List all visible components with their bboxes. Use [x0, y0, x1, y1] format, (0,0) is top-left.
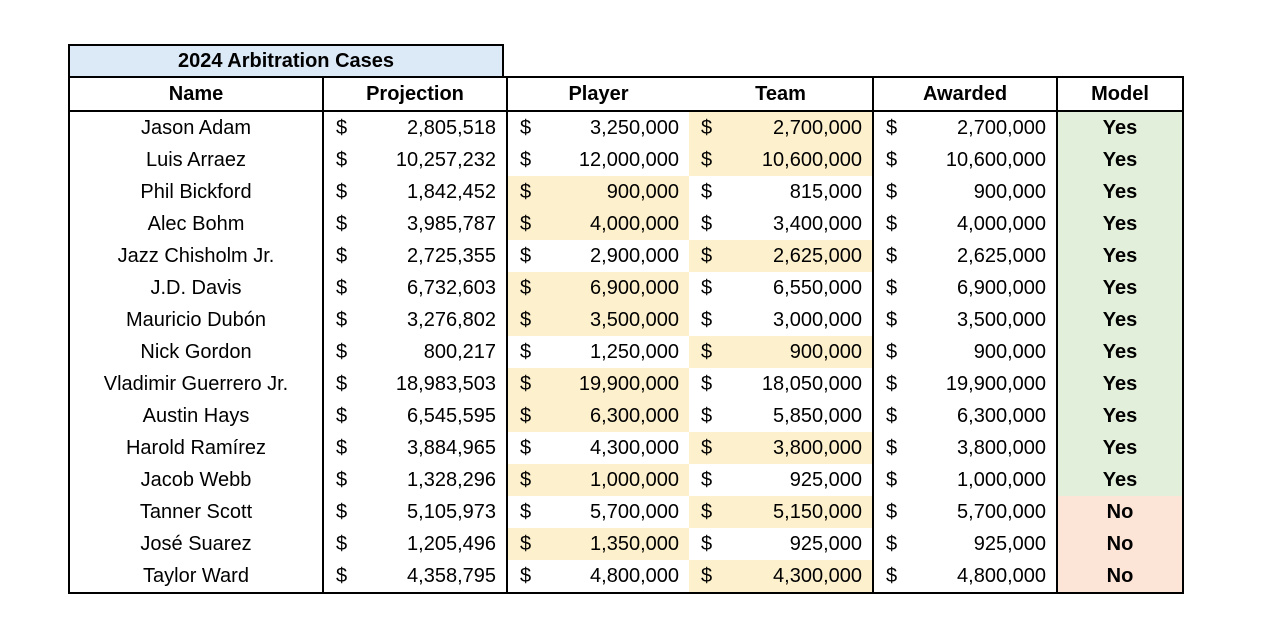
cell-team[interactable]: 815,000	[719, 176, 873, 208]
cell-player[interactable]: 6,300,000	[537, 400, 689, 432]
cell-name[interactable]: Jacob Webb	[69, 464, 323, 496]
cell-name[interactable]: Luis Arraez	[69, 144, 323, 176]
cell-projection-currency[interactable]: $	[336, 500, 348, 523]
cell-awarded-currency[interactable]: $	[886, 532, 898, 555]
cell-projection-currency[interactable]: $	[323, 560, 353, 593]
cell-name[interactable]: José Suarez	[69, 528, 323, 560]
cell-model[interactable]: Yes	[1057, 272, 1183, 304]
table-row	[69, 208, 1183, 240]
table-row	[69, 432, 1183, 464]
cell-team[interactable]: 18,050,000	[719, 368, 873, 400]
header-name[interactable]: Name	[69, 77, 323, 111]
cell-projection-currency[interactable]: $	[336, 180, 348, 203]
table-row	[69, 304, 1183, 336]
cell-projection[interactable]: 4,358,795	[353, 560, 507, 593]
cell-team[interactable]: 5,150,000	[719, 496, 873, 528]
cell-team-currency[interactable]: $	[701, 212, 713, 235]
cell-team-currency[interactable]: $	[689, 496, 719, 528]
cell-projection-currency[interactable]: $	[336, 212, 348, 235]
cell-projection[interactable]: 18,983,503	[353, 368, 507, 400]
cell-name[interactable]: Vladimir Guerrero Jr.	[69, 368, 323, 400]
table-row	[69, 464, 1183, 496]
cell-player-currency[interactable]: $	[507, 208, 537, 240]
cell-projection[interactable]: 3,276,802	[353, 304, 507, 336]
cell-model[interactable]: Yes	[1057, 144, 1183, 176]
cell-model[interactable]: Yes	[1057, 336, 1183, 368]
cell-model[interactable]: Yes	[1057, 176, 1183, 208]
cell-name[interactable]: Jazz Chisholm Jr.	[69, 240, 323, 272]
cell-awarded-currency[interactable]: $	[886, 276, 898, 299]
cell-awarded[interactable]: 1,000,000	[903, 464, 1057, 496]
cell-player-currency[interactable]: $	[520, 436, 532, 459]
cell-projection-currency[interactable]: $	[336, 276, 348, 299]
cell-projection[interactable]: 6,732,603	[353, 272, 507, 304]
cell-team[interactable]: 6,550,000	[719, 272, 873, 304]
cell-projection[interactable]: 3,985,787	[353, 208, 507, 240]
arbitration-table	[68, 76, 1184, 594]
cell-awarded[interactable]: 900,000	[903, 336, 1057, 368]
cell-projection[interactable]: 2,725,355	[353, 240, 507, 272]
cell-awarded[interactable]: 19,900,000	[903, 368, 1057, 400]
cell-team-currency[interactable]: $	[701, 276, 713, 299]
cell-player[interactable]: 5,700,000	[590, 500, 679, 523]
cell-model[interactable]: Yes	[1057, 240, 1183, 272]
cell-name[interactable]: Mauricio Dubón	[69, 304, 323, 336]
cell-awarded[interactable]: 10,600,000	[903, 144, 1057, 176]
cell-awarded[interactable]: 4,800,000	[903, 560, 1057, 593]
cell-projection[interactable]: 6,545,595	[353, 400, 507, 432]
cell-awarded-currency[interactable]: $	[886, 116, 898, 139]
cell-team[interactable]: 5,850,000	[719, 400, 873, 432]
cell-projection-currency[interactable]: $	[336, 244, 348, 267]
cell-projection[interactable]: 10,257,232	[353, 144, 507, 176]
cell-projection[interactable]: 3,884,965	[353, 432, 507, 464]
cell-awarded-currency[interactable]: $	[886, 180, 898, 203]
table-row	[69, 560, 1183, 593]
cell-projection[interactable]: 1,328,296	[353, 464, 507, 496]
cell-awarded-currency[interactable]: $	[886, 404, 898, 427]
cell-team-currency[interactable]: $	[701, 404, 713, 427]
cell-awarded-currency[interactable]: $	[886, 212, 898, 235]
cell-awarded[interactable]: 6,900,000	[903, 272, 1057, 304]
cell-team[interactable]: 3,800,000	[719, 432, 873, 464]
cell-player[interactable]: 6,900,000	[537, 272, 689, 304]
cell-name[interactable]: Taylor Ward	[69, 560, 323, 593]
cell-projection[interactable]: 1,205,496	[353, 528, 507, 560]
cell-projection[interactable]: 2,805,518	[353, 111, 507, 144]
cell-player-currency[interactable]: $	[507, 400, 537, 432]
cell-name[interactable]: Alec Bohm	[69, 208, 323, 240]
cell-team[interactable]: 2,625,000	[719, 240, 873, 272]
table-row	[69, 528, 1183, 560]
header-team[interactable]: Team	[689, 77, 873, 111]
cell-model[interactable]: No	[1057, 560, 1183, 593]
cell-team-currency[interactable]: $	[689, 144, 719, 176]
table-row	[69, 336, 1183, 368]
cell-model[interactable]: Yes	[1057, 400, 1183, 432]
cell-awarded[interactable]: 2,700,000	[903, 111, 1057, 144]
cell-team[interactable]: 3,000,000	[719, 304, 873, 336]
cell-player-currency[interactable]: $	[507, 304, 537, 336]
cell-projection-currency[interactable]: $	[336, 308, 348, 331]
table-title[interactable]: 2024 Arbitration Cases	[68, 44, 504, 76]
cell-team-currency[interactable]: $	[701, 308, 713, 331]
cell-team[interactable]: 2,700,000	[719, 111, 873, 144]
cell-player-currency[interactable]: $	[507, 528, 537, 560]
cell-projection-currency[interactable]: $	[336, 404, 348, 427]
cell-player[interactable]: 4,800,000	[537, 560, 689, 593]
cell-awarded[interactable]: 3,500,000	[903, 304, 1057, 336]
header-projection[interactable]: Projection	[323, 77, 507, 111]
table-row	[69, 144, 1183, 176]
cell-awarded[interactable]: 2,625,000	[903, 240, 1057, 272]
cell-team-currency[interactable]: $	[689, 240, 719, 272]
cell-projection[interactable]: 5,105,973	[353, 496, 507, 528]
cell-model[interactable]: Yes	[1057, 304, 1183, 336]
cell-name[interactable]: Jason Adam	[69, 111, 323, 144]
cell-player-currency[interactable]: $	[520, 116, 532, 139]
cell-team-currency[interactable]: $	[689, 432, 719, 464]
header-player[interactable]: Player	[507, 77, 689, 111]
cell-projection-currency[interactable]: $	[336, 436, 348, 459]
cell-projection[interactable]: 1,842,452	[353, 176, 507, 208]
cell-awarded-currency[interactable]: $	[886, 436, 898, 459]
table-row	[69, 496, 1183, 528]
cell-team-currency[interactable]: $	[689, 111, 719, 144]
cell-awarded-currency[interactable]: $	[886, 148, 898, 171]
table-row	[69, 176, 1183, 208]
cell-projection-currency[interactable]: $	[336, 148, 348, 171]
cell-awarded[interactable]: 925,000	[903, 528, 1057, 560]
table-row	[69, 272, 1183, 304]
table-body	[69, 111, 1183, 593]
cell-player[interactable]: 4,300,000	[590, 436, 679, 459]
cell-player[interactable]: 4,000,000	[537, 208, 689, 240]
cell-team[interactable]: 900,000	[719, 336, 873, 368]
cell-name[interactable]: Nick Gordon	[69, 336, 323, 368]
cell-awarded[interactable]: 5,700,000	[903, 496, 1057, 528]
cell-player[interactable]: 2,900,000	[590, 244, 679, 267]
cell-team-currency[interactable]: $	[701, 180, 713, 203]
cell-model[interactable]: Yes	[1057, 208, 1183, 240]
cell-awarded[interactable]: 4,000,000	[903, 208, 1057, 240]
cell-name[interactable]: J.D. Davis	[69, 272, 323, 304]
cell-awarded-currency[interactable]: $	[886, 500, 898, 523]
cell-projection-currency[interactable]: $	[336, 116, 348, 139]
cell-player-currency[interactable]: $	[520, 500, 532, 523]
cell-awarded-currency[interactable]: $	[886, 340, 898, 363]
cell-player-currency[interactable]: $	[507, 176, 537, 208]
cell-name[interactable]: Austin Hays	[69, 400, 323, 432]
cell-player-currency[interactable]: $	[507, 368, 537, 400]
cell-team-currency[interactable]: $	[701, 532, 713, 555]
cell-awarded-currency[interactable]: $	[886, 372, 898, 395]
cell-projection-currency[interactable]: $	[336, 468, 348, 491]
cell-team-currency[interactable]: $	[701, 468, 713, 491]
cell-team-currency[interactable]: $	[689, 560, 719, 593]
cell-player[interactable]: 3,500,000	[537, 304, 689, 336]
cell-projection-currency[interactable]: $	[336, 532, 348, 555]
cell-team[interactable]: 925,000	[719, 528, 873, 560]
cell-awarded[interactable]: 3,800,000	[903, 432, 1057, 464]
cell-awarded-currency[interactable]: $	[886, 308, 898, 331]
cell-player[interactable]: 12,000,000	[578, 148, 679, 171]
cell-team[interactable]: 4,300,000	[719, 560, 873, 593]
cell-player[interactable]: 1,350,000	[537, 528, 689, 560]
table-row	[69, 400, 1183, 432]
cell-name[interactable]: Tanner Scott	[69, 496, 323, 528]
cell-player-currency[interactable]: $	[520, 340, 532, 363]
cell-player[interactable]: 3,250,000	[590, 116, 679, 139]
cell-player-currency[interactable]: $	[507, 560, 537, 593]
cell-player[interactable]: 1,000,000	[537, 464, 689, 496]
cell-awarded-currency[interactable]: $	[873, 560, 903, 593]
cell-name[interactable]: Harold Ramírez	[69, 432, 323, 464]
header-row	[69, 77, 1183, 111]
cell-awarded[interactable]: 900,000	[903, 176, 1057, 208]
cell-player-currency[interactable]: $	[507, 272, 537, 304]
cell-projection[interactable]: 800,217	[353, 336, 507, 368]
cell-team[interactable]: 10,600,000	[719, 144, 873, 176]
cell-projection-currency[interactable]: $	[336, 340, 348, 363]
table-row	[69, 111, 1183, 144]
header-model[interactable]: Model	[1057, 77, 1183, 111]
cell-awarded-currency[interactable]: $	[886, 244, 898, 267]
cell-team-currency[interactable]: $	[689, 336, 719, 368]
header-awarded[interactable]: Awarded	[873, 77, 1057, 111]
cell-model[interactable]: Yes	[1057, 111, 1183, 144]
cell-player-currency[interactable]: $	[520, 244, 532, 267]
cell-awarded[interactable]: 6,300,000	[903, 400, 1057, 432]
cell-model[interactable]: Yes	[1057, 464, 1183, 496]
cell-player[interactable]: 1,250,000	[590, 340, 679, 363]
cell-player-currency[interactable]: $	[507, 464, 537, 496]
cell-team[interactable]: 925,000	[719, 464, 873, 496]
cell-model[interactable]: No	[1057, 528, 1183, 560]
cell-model[interactable]: Yes	[1057, 368, 1183, 400]
cell-player-currency[interactable]: $	[520, 148, 532, 171]
cell-awarded-currency[interactable]: $	[886, 468, 898, 491]
cell-projection-currency[interactable]: $	[336, 372, 348, 395]
cell-model[interactable]: Yes	[1057, 432, 1183, 464]
cell-player[interactable]: 19,900,000	[537, 368, 689, 400]
cell-team-currency[interactable]: $	[701, 372, 713, 395]
table-row	[69, 368, 1183, 400]
cell-player[interactable]: 900,000	[537, 176, 689, 208]
table-row	[69, 240, 1183, 272]
cell-model[interactable]: No	[1057, 496, 1183, 528]
cell-team[interactable]: 3,400,000	[719, 208, 873, 240]
cell-name[interactable]: Phil Bickford	[69, 176, 323, 208]
